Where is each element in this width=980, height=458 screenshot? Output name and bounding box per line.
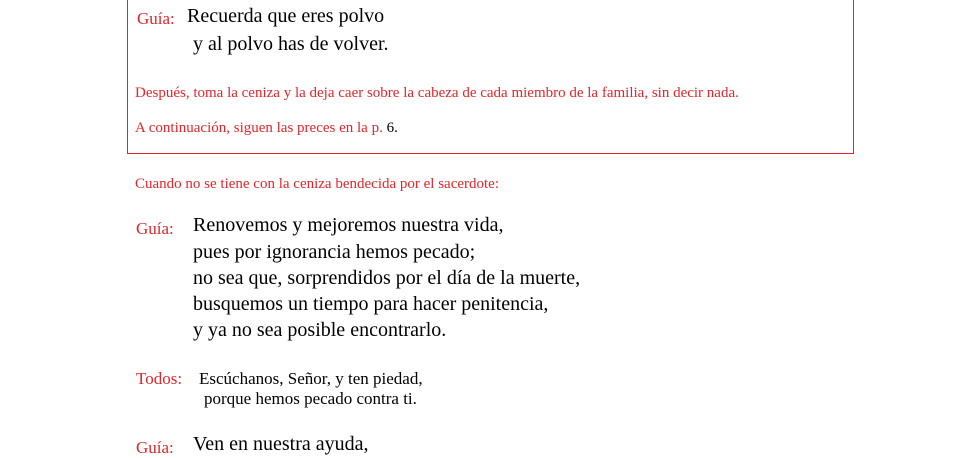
- verse-line: Escúchanos, Señor, y ten piedad,: [199, 369, 423, 388]
- verse-line: y ya no sea posible encontrarlo.: [193, 319, 447, 341]
- page-reference: 6.: [386, 120, 398, 136]
- verse-line: busquemos un tiempo para hacer penitencia,: [193, 293, 549, 315]
- rubric-text: Después, toma la ceniza y la deja caer sobre la cabeza de cada miembro de la familia, sin decir nada.: [135, 85, 739, 101]
- rubric-text: [135, 120, 398, 137]
- verse-line: no sea que, sorprendidos por el día de la muerte,: [193, 267, 581, 289]
- verse-line: Recuerda que eres polvo: [187, 5, 385, 27]
- rubric-continuation: A continuación, siguen las preces en la p.: [135, 120, 387, 136]
- speaker-label: Todos:: [136, 369, 183, 388]
- verse-line: pues por ignorancia hemos pecado;: [193, 241, 476, 263]
- verse-line: porque hemos pecado contra ti.: [204, 389, 417, 408]
- speaker-label: Guía:: [136, 438, 174, 457]
- verse-line: y al polvo has de volver.: [193, 33, 389, 55]
- speaker-label: Guía:: [136, 219, 174, 238]
- speaker-label: Guía:: [137, 9, 175, 28]
- rubric-text: Cuando no se tiene con la ceniza bendecida por el sacerdote:: [135, 176, 500, 192]
- verse-line: Renovemos y mejoremos nuestra vida,: [193, 214, 504, 236]
- verse-line: Ven en nuestra ayuda,: [193, 433, 369, 455]
